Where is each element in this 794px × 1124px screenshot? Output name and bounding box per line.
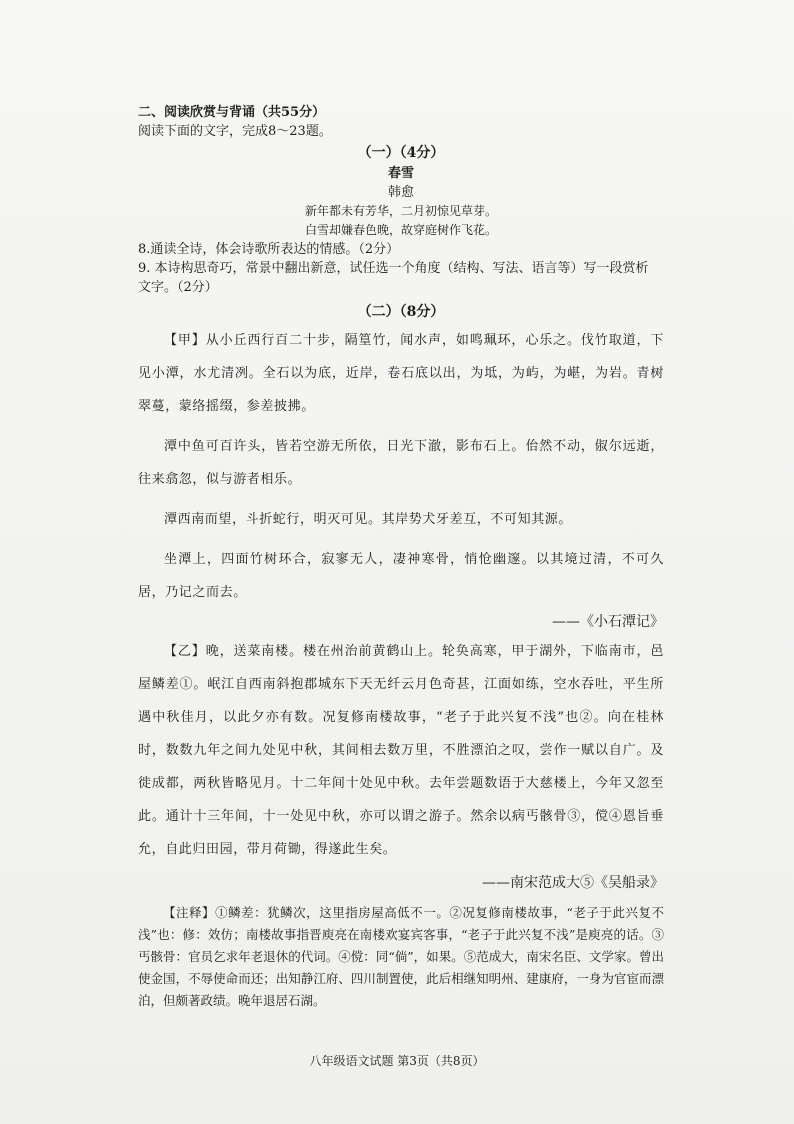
question-9-line-1: 9. 本诗构思奇巧，常景中翻出新意，试任选一个角度（结构、写法、语言等）写一段赏析 [138, 261, 649, 276]
part-heading: 二、阅读欣赏与背诵（共55分） [138, 105, 326, 120]
section2-title: （二）（8分） [357, 304, 445, 320]
passage-jia-paragraph-3: 潭西南而望，斗折蛇行，明灭可见。其岸势犬牙差互，不可知其源。 [164, 512, 573, 527]
passage-yi-source: ——南宋范成大⑤《吴船录》 [482, 875, 664, 891]
passage-jia-paragraph-4: 坐潭上，四面竹树环合，寂寥无人，凄神寒骨，悄怆幽邃。以其境过清，不可久居，乃记之而去。 [138, 552, 664, 600]
poem-line-2: 白雪却嫌春色晚，故穿庭树作飞花。 [304, 223, 497, 237]
poem-author: 韩愈 [387, 185, 414, 200]
page-footer: 八年级语文试题 第3页（共8页） [309, 1054, 485, 1068]
part-instruction: 阅读下面的文字，完成8～23题。 [138, 124, 332, 139]
passage-jia-paragraph-2: 潭中鱼可百许头，皆若空游无所依，日光下澈，影布石上。佁然不动，俶尔远逝，往来翕忽，似与游者相乐。 [138, 439, 664, 487]
annotation-notes: 【注释】①鳞差：犹鳞次，这里指房屋高低不一。②况复修南楼故事，“老子于此兴复不浅”也：修：效仿；南楼故事指晋庾亮在南楼欢宴宾客事，“老子于此兴复不浅”是庾亮的话。③丐骸骨：官员乞求年老退休的代词。④傥：同“倘”，如果。⑤范成大，南宋名臣、文学家。曾出使金国，不辱使命而还；出知静江府、四川制置使，此后相继知明州、建康府，一身为官宦而漂泊，但颇著政绩。晚年退居石湖。 [138, 905, 664, 1008]
section1-title: （一）（4分） [357, 145, 445, 161]
question-9-line-2: 文字。（2分） [138, 280, 218, 295]
passage-jia-source: ——《小石潭记》 [552, 614, 664, 630]
question-8: 8.通读全诗，体会诗歌所表达的情感。（2分） [138, 242, 400, 257]
poem-line-1: 新年都未有芳华，二月初惊见草芽。 [304, 204, 497, 218]
passage-yi-paragraph: 【乙】晚，送菜南楼。楼在州治前黄鹤山上。轮奂高寒，甲于湖外，下临南市，邑屋鳞差①。岷江自西南斜抱郡城东下天无纤云月色奇甚，江面如练，空水吞吐，平生所遇中秋佳月，以此夕亦有数。况复修南楼故事，“老子于此兴复不浅”也②。向在桂林时，数数九年之间九处见中秋，其间相去数万里，不胜漂泊之叹，尝作一赋以自广。及徙成都，两秋皆略见月。十二年间十处见中秋。去年尝题数语于大慈楼上，今年又忽至此。通计十三年间，十一处见中秋，亦可以谓之游子。然余以病丐骸骨③，傥④恩旨垂允，自此归田园，带月荷锄，得遂此生矣。 [138, 644, 664, 857]
poem-title: 春雪 [387, 166, 414, 181]
passage-jia-paragraph-1: 【甲】从小丘西行百二十步，隔篁竹，闻水声，如鸣珮环，心乐之。伐竹取道，下见小潭，水尤清冽。全石以为底，近岸，卷石底以出，为坻，为屿，为嵁，为岩。青树翠蔓，蒙络摇缀，参差披拂。 [138, 333, 664, 414]
page-content [138, 103, 664, 1012]
